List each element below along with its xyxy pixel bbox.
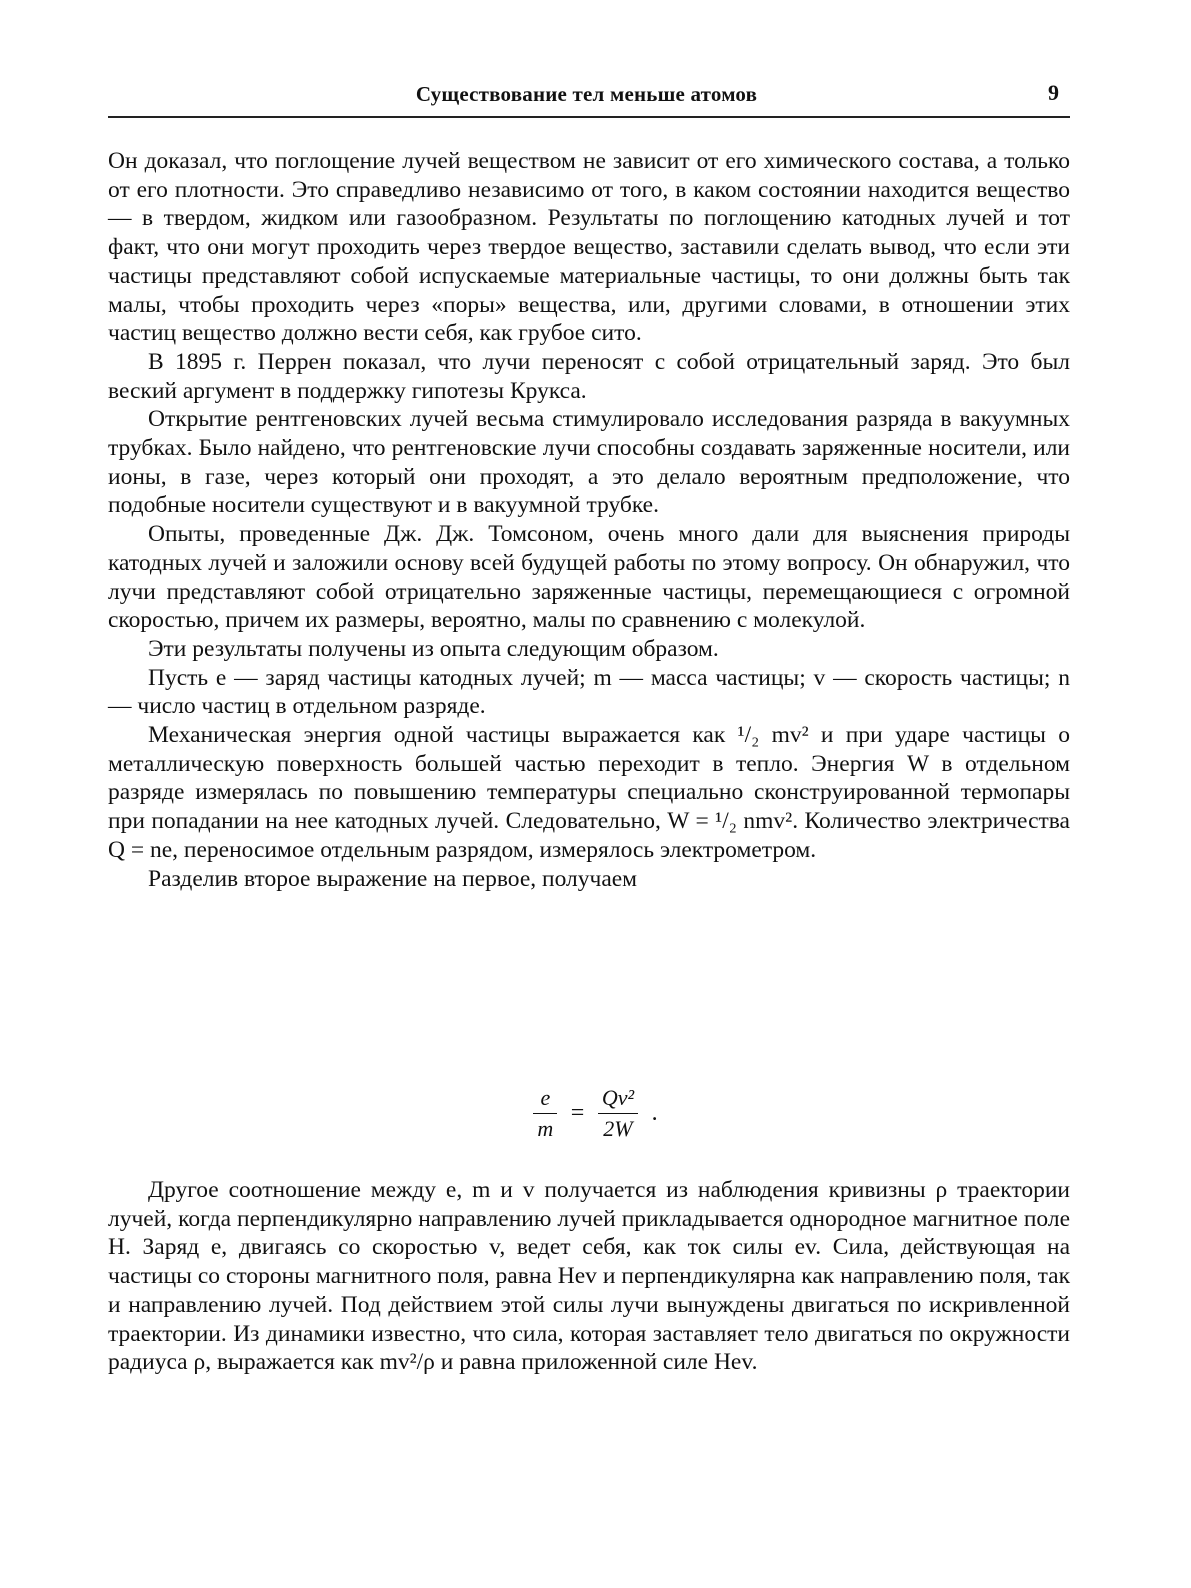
paragraph: Другое соотношение между e, m и v получается из наблюдения кривизны ρ траектории лучей, когда перпендикулярно направлению лучей прикладывается однородное магнитное поле H. Заряд e, двигаясь со скоростью v, ведет себя, как ток силы ev. Сила, действующая на частицы со стороны магнитного поля, равна Hev и перпендикулярна как направлению поля, так и направлению лучей. Под действием этой силы лучи вынуждены двигаться по искривленной траектории. Из динамики известно, что сила, которая заставляет тело двигаться по окружности радиуса ρ, выражается как mv²/ρ и равна приложенной силе Hev. bbox=[108, 1177, 1070, 1376]
formula-equals-sign: = bbox=[570, 1100, 585, 1126]
main-text bbox=[108, 147, 1070, 893]
formula-lhs-fraction bbox=[533, 1085, 557, 1142]
formula-lhs-numerator: e bbox=[533, 1085, 557, 1114]
formula-lhs-denominator: m bbox=[537, 1116, 554, 1141]
formula-period: . bbox=[651, 1100, 658, 1126]
page-number: 9 bbox=[1048, 80, 1059, 105]
paragraph: Пусть e — заряд частицы катодных лучей; m — масса частицы; v — скорость частицы; n — число частиц в отдельном разряде. bbox=[108, 664, 1070, 720]
paragraph: Открытие рентгеновских лучей весьма стимулировало исследования разряда в вакуумных трубках. Было найдено, что рентгеновские лучи способны создавать заряженные носители, или ионы, в газе, через который они проходят, а это делало вероятным предположение, что подобные носители существуют и в вакуумной трубке. bbox=[108, 406, 1070, 519]
paragraph: Он доказал, что поглощение лучей веществом не зависит от его химического состава, а только от его плотности. Это справедливо независимо от того, в каком состоянии находится вещество — в твердом, жидком или газообразном. Результаты по поглощению катодных лучей и тот факт, что они могут проходить через твердое вещество, заставили сделать вывод, что если эти частицы представляют собой испускаемые материальные частицы, то они должны быть так малы, чтобы проходить через «поры» вещества, или, другими словами, в отношении этих частиц вещество должно вести себя, как грубое сито. bbox=[108, 148, 1070, 347]
main-text-continued bbox=[108, 1176, 1070, 1377]
paragraph: Разделив второе выражение на первое, получаем bbox=[148, 865, 638, 892]
running-head bbox=[108, 80, 1065, 110]
display-formula bbox=[0, 1085, 1191, 1142]
formula-rhs-denominator: 2W bbox=[603, 1116, 633, 1141]
paragraph: В 1895 г. Перрен показал, что лучи переносят с собой отрицательный заряд. Это был веский аргумент в поддержку гипотезы Крукса. bbox=[108, 348, 1070, 404]
paragraph: Механическая энергия одной частицы выражается как ¹/₂ mv² и при ударе частицы о металлическую поверхность большей частью переходит в тепло. Энергия W в отдельном разряде измерялась по повышению температуры специально сконструированной термопары при попадании на нее катодных лучей. Следовательно, W = ¹/₂ nmv². Количество электричества Q = ne, переносимое отдельным разрядом, измерялось электрометром. bbox=[108, 722, 1070, 863]
header-rule bbox=[108, 116, 1070, 118]
paragraph: Опыты, проведенные Дж. Дж. Томсоном, очень много дали для выяснения природы катодных лучей и заложили основу всей будущей работы по этому вопросу. Он обнаружил, что лучи представляют собой отрицательно заряженные частицы, перемещающиеся с огромной скоростью, причем их размеры, вероятно, малы по сравнению с молекулой. bbox=[108, 521, 1070, 634]
formula-rhs-fraction bbox=[598, 1085, 638, 1142]
paragraph: Эти результаты получены из опыта следующим образом. bbox=[148, 635, 719, 662]
formula-rhs-numerator: Qv² bbox=[598, 1085, 638, 1114]
running-title: Существование тел меньше атомов bbox=[415, 82, 758, 106]
